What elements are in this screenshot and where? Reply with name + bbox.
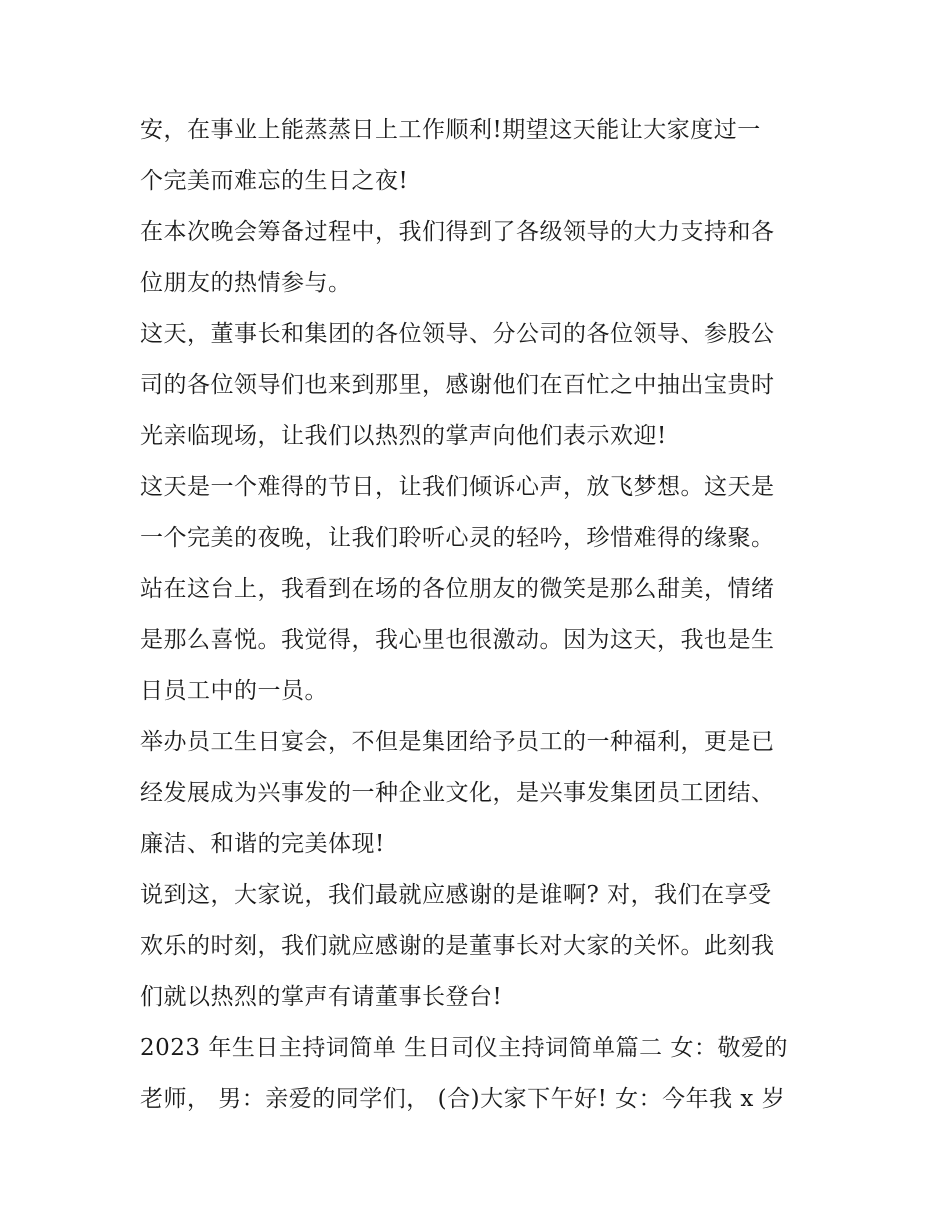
text-line: 说到这，大家说，我们最就应感谢的是谁啊? 对，我们在享受 bbox=[140, 882, 772, 908]
text-line: 这天，董事长和集团的各位领导、分公司的各位领导、参股公 bbox=[140, 321, 775, 347]
text-line: 个完美而难忘的生日之夜! bbox=[140, 168, 409, 194]
text-line: 是那么喜悦。我觉得，我心里也很激动。因为这天，我也是生 bbox=[140, 627, 775, 653]
text-line: 日员工中的一员。 bbox=[140, 678, 328, 704]
text-line: 司的各位领导们也来到那里，感谢他们在百忙之中抽出宝贵时 bbox=[140, 372, 775, 398]
text-line: 欢乐的时刻，我们就应感谢的是董事长对大家的关怀。此刻我 bbox=[140, 933, 775, 959]
text-line: 安，在事业上能蒸蒸日上工作顺利!期望这天能让大家度过一 bbox=[140, 117, 761, 143]
text-line: 2023 年生日主持词简单 生日司仪主持词简单篇二 女：敬爱的 bbox=[140, 1035, 788, 1061]
text-line: 经发展成为兴事发的一种企业文化，是兴事发集团员工团结、 bbox=[140, 780, 775, 806]
text-line: 站在这台上，我看到在场的各位朋友的微笑是那么甜美，情绪 bbox=[140, 576, 775, 602]
document-body bbox=[140, 105, 820, 1125]
text-line: 举办员工生日宴会，不但是集团给予员工的一种福利，更是已 bbox=[140, 729, 775, 755]
text-line: 老师， 男：亲爱的同学们， (合)大家下午好! 女：今年我 x 岁 bbox=[140, 1086, 786, 1112]
text-line: 光亲临现场，让我们以热烈的掌声向他们表示欢迎! bbox=[140, 423, 667, 449]
text-line: 一个完美的夜晚，让我们聆听心灵的轻吟，珍惜难得的缘聚。 bbox=[140, 525, 775, 551]
text-line: 位朋友的热情参与。 bbox=[140, 270, 352, 296]
text-line: 廉洁、和谐的完美体现! bbox=[140, 831, 385, 857]
text-line: 在本次晚会筹备过程中，我们得到了各级领导的大力支持和各 bbox=[140, 219, 775, 245]
text-line: 这天是一个难得的节日，让我们倾诉心声，放飞梦想。这天是 bbox=[140, 474, 775, 500]
text-line: 们就以热烈的掌声有请董事长登台! bbox=[140, 984, 503, 1010]
